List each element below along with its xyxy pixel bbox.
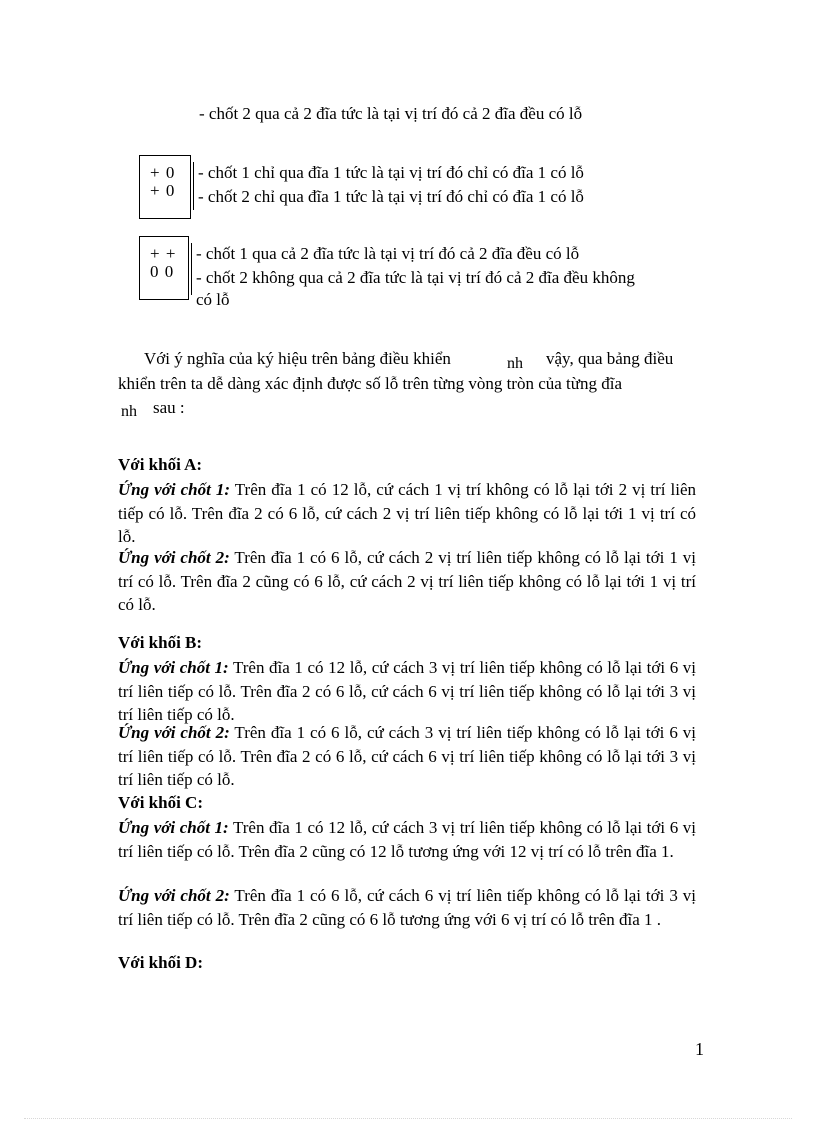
page-number: 1 — [695, 1039, 704, 1059]
top-line: - chốt 2 qua cả 2 đĩa tức là tại vị trí đó cả 2 đĩa đều có lỗ — [199, 104, 583, 123]
block-a-choice-2 — [118, 546, 696, 617]
block-c-heading: Với khối C: — [118, 793, 203, 812]
legend-box-1-line1: + 0 — [150, 163, 176, 182]
intro-line3-sau: sau : — [153, 398, 185, 417]
page-bottom-edge — [24, 1118, 792, 1119]
legend1-line2: - chốt 2 chỉ qua đĩa 1 tức là tại vị trí đó chỉ có đĩa 1 có lỗ — [198, 187, 584, 206]
block-a-choice-2-label: Ứng với chốt 2: — [118, 548, 230, 567]
legend-box-1 — [139, 155, 191, 219]
legend-bracket-2 — [191, 243, 192, 295]
block-b-choice-2 — [118, 721, 696, 792]
intro-line1-c: vậy, qua bảng điều — [546, 349, 674, 368]
block-a-choice-1-label: Ứng với chốt 1: — [118, 480, 231, 499]
legend2-line3: có lỗ — [196, 290, 230, 309]
block-c-choice-2-label: Ứng với chốt 2: — [118, 886, 230, 905]
block-c-choice-1-text: Trên đĩa 1 có 12 lỗ, cứ cách 3 vị trí liên tiếp không có lỗ lại tới 6 vị trí liên tiếp có lỗ. Trên đĩa 2 cũng có 12 lỗ tương ứng với 12 vị trí có lỗ trên đĩa 1. — [118, 818, 696, 861]
intro-line3-nh: nh — [121, 403, 137, 420]
intro-line1-nh: nh — [507, 355, 523, 372]
block-b-choice-2-text: Trên đĩa 1 có 6 lỗ, cứ cách 3 vị trí liên tiếp không có lỗ lại tới 6 vị trí liên tiếp có lỗ. Trên đĩa 2 có 6 lỗ, cứ cách 6 vị trí liên tiếp không có lỗ lại tới 3 vị trí liên tiếp có lỗ. — [118, 723, 697, 789]
block-c-choice-2 — [118, 884, 696, 931]
block-a-choice-1 — [118, 478, 696, 549]
block-a-choice-1-text: Trên đĩa 1 có 12 lỗ, cứ cách 1 vị trí không có lỗ lại tới 2 vị trí liên tiếp có lỗ. Trên đĩa 2 có 6 lỗ, cứ cách 2 vị trí liên tiếp không có lỗ lại tới 1 vị trí có lỗ. — [118, 480, 697, 546]
legend-box-1-line2: + 0 — [150, 181, 176, 200]
block-b-choice-1-text: Trên đĩa 1 có 12 lỗ, cứ cách 3 vị trí liên tiếp không có lỗ lại tới 6 vị trí liên tiếp có lỗ. Trên đĩa 2 có 6 lỗ, cứ cách 6 vị trí liên tiếp không có lỗ lại tới 3 vị trí liên tiếp có lỗ. — [118, 658, 696, 724]
legend-bracket-1 — [193, 162, 194, 210]
intro-line2: khiển trên ta dễ dàng xác định được số lỗ trên từng vòng tròn của từng đĩa — [118, 374, 623, 393]
legend-box-2 — [139, 236, 189, 300]
legend1-line1: - chốt 1 chỉ qua đĩa 1 tức là tại vị trí đó chỉ có đĩa 1 có lỗ — [198, 163, 584, 182]
block-b-choice-1-label: Ứng với chốt 1: — [118, 658, 229, 677]
block-b-choice-2-label: Ứng với chốt 2: — [118, 723, 230, 742]
intro-line1-a: Với ý nghĩa của ký hiệu trên bảng điều khiển — [144, 349, 451, 368]
legend2-line2: - chốt 2 không qua cả 2 đĩa tức là tại vị trí đó cả 2 đĩa đều không — [196, 268, 635, 287]
block-c-choice-2-text: Trên đĩa 1 có 6 lỗ, cứ cách 6 vị trí liên tiếp không có lỗ lại tới 3 vị trí liên tiếp có lỗ. Trên đĩa 2 cũng có 6 lỗ tương ứng với 6 vị trí có lỗ trên đĩa 1 . — [118, 886, 697, 929]
block-d-heading: Với khối D: — [118, 953, 203, 972]
block-a-heading: Với khối A: — [118, 455, 203, 474]
legend-box-2-line2: 0 0 — [150, 262, 175, 281]
block-c-choice-1-label: Ứng với chốt 1: — [118, 818, 229, 837]
block-b-choice-1 — [118, 656, 696, 727]
legend-box-2-line1: + + — [150, 244, 177, 263]
legend2-line1: - chốt 1 qua cả 2 đĩa tức là tại vị trí đó cả 2 đĩa đều có lỗ — [196, 244, 580, 263]
block-c-choice-1 — [118, 816, 696, 863]
block-a-choice-2-text: Trên đĩa 1 có 6 lỗ, cứ cách 2 vị trí liên tiếp không có lỗ lại tới 1 vị trí có lỗ. Trên đĩa 2 cũng có 6 lỗ, cứ cách 2 vị trí liên tiếp không có lỗ lại tới 1 vị trí có lỗ. — [118, 548, 697, 614]
block-b-heading: Với khối B: — [118, 633, 203, 652]
